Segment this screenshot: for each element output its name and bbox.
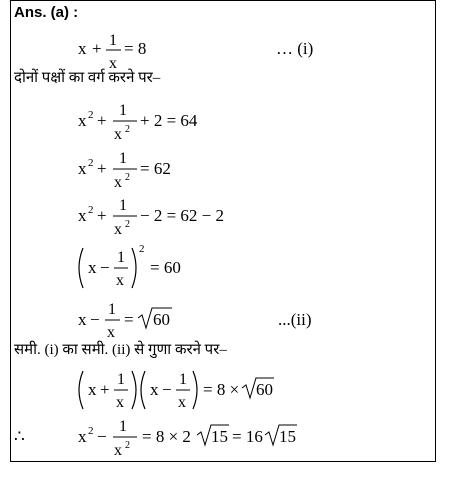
- eq8-numerator: 1: [119, 418, 127, 435]
- eq8-x: x: [78, 427, 87, 446]
- eq3-plus: +: [97, 159, 107, 178]
- eq5-right-paren: [132, 248, 136, 288]
- eq3-rest: = 62: [140, 159, 171, 178]
- eq8-den-exponent: 2: [125, 440, 130, 451]
- eq6-radicand: 60: [153, 310, 170, 329]
- eq8-denominator: x: [114, 442, 122, 459]
- text-multiply: समी. (i) का समी. (ii) से गुणा करने पर–: [14, 342, 227, 358]
- eq7-x2: x: [150, 380, 159, 399]
- equation-7: [79, 371, 274, 411]
- equation-3: [78, 150, 171, 191]
- eq6-equals: =: [124, 310, 134, 329]
- eq8-result: = 16: [232, 427, 263, 446]
- eq3-exponent: 2: [88, 157, 94, 169]
- eq5-minus: −: [100, 258, 110, 277]
- eq1-denominator: x: [109, 55, 117, 72]
- eq4-exponent: 2: [88, 204, 94, 216]
- eq8-minus: −: [97, 427, 107, 446]
- eq5-numerator: 1: [117, 249, 125, 266]
- therefore-symbol: ∴: [14, 427, 25, 446]
- eq6-minus: −: [90, 310, 100, 329]
- eq1-x: x: [78, 39, 87, 58]
- equation-4: [78, 197, 224, 238]
- eq6-tag: ...(ii): [278, 310, 312, 329]
- eq7-rest: = 8 ×: [203, 380, 240, 399]
- eq7-right-paren-1: [132, 371, 136, 409]
- eq7-denominator-1: x: [116, 394, 124, 411]
- eq1-tag: … (i): [276, 39, 314, 58]
- eq1-rhs: = 8: [124, 39, 147, 58]
- eq5-x: x: [88, 258, 97, 277]
- eq1-plus: +: [92, 39, 102, 58]
- equation-5: [79, 243, 181, 289]
- eq2-den-exponent: 2: [125, 124, 130, 135]
- eq7-left-paren-1: [79, 371, 83, 409]
- eq1-numerator: 1: [109, 32, 117, 49]
- eq4-x: x: [78, 206, 87, 225]
- eq8-mid: = 8 × 2: [142, 427, 191, 446]
- equation-2: [78, 102, 198, 143]
- eq2-exponent: 2: [88, 109, 94, 121]
- equation-8: [14, 418, 297, 459]
- eq3-den-exponent: 2: [125, 172, 130, 183]
- eq6-denominator: x: [107, 324, 115, 341]
- eq5-denominator: x: [116, 272, 124, 289]
- eq3-denominator: x: [114, 174, 122, 191]
- eq2-x: x: [78, 111, 87, 130]
- eq7-denominator-2: x: [178, 394, 186, 411]
- eq7-radicand: 60: [256, 380, 273, 399]
- eq2-denominator: x: [114, 126, 122, 143]
- eq7-minus: −: [162, 380, 172, 399]
- eq8-exponent: 2: [88, 425, 94, 437]
- eq8-radicand-2: 15: [279, 427, 296, 446]
- eq4-rest: − 2 = 62 − 2: [140, 206, 225, 225]
- eq7-left-paren-2: [141, 371, 145, 409]
- equation-1: [78, 32, 313, 72]
- eq4-den-exponent: 2: [125, 219, 130, 230]
- eq6-numerator: 1: [108, 301, 116, 318]
- eq8-radicand-1: 15: [211, 427, 228, 446]
- eq7-plus: +: [100, 380, 110, 399]
- eq5-exponent: 2: [139, 243, 145, 255]
- eq4-denominator: x: [114, 221, 122, 238]
- eq5-left-paren: [79, 248, 83, 288]
- eq2-plus: +: [97, 111, 107, 130]
- eq4-numerator: 1: [119, 197, 127, 214]
- eq3-numerator: 1: [119, 150, 127, 167]
- eq4-plus: +: [97, 206, 107, 225]
- equation-6: [78, 301, 312, 341]
- eq7-x1: x: [88, 380, 97, 399]
- eq7-numerator-1: 1: [117, 371, 125, 388]
- eq6-x: x: [78, 310, 87, 329]
- eq2-numerator: 1: [119, 102, 127, 119]
- text-square-both-sides: दोनों पक्षों का वर्ग करने पर–: [14, 70, 161, 86]
- answer-label: Ans. (a) :: [14, 4, 79, 21]
- eq2-rest: + 2 = 64: [140, 111, 198, 130]
- eq7-numerator-2: 1: [179, 371, 187, 388]
- eq3-x: x: [78, 159, 87, 178]
- eq5-rest: = 60: [150, 258, 181, 277]
- eq7-right-paren-2: [193, 371, 197, 409]
